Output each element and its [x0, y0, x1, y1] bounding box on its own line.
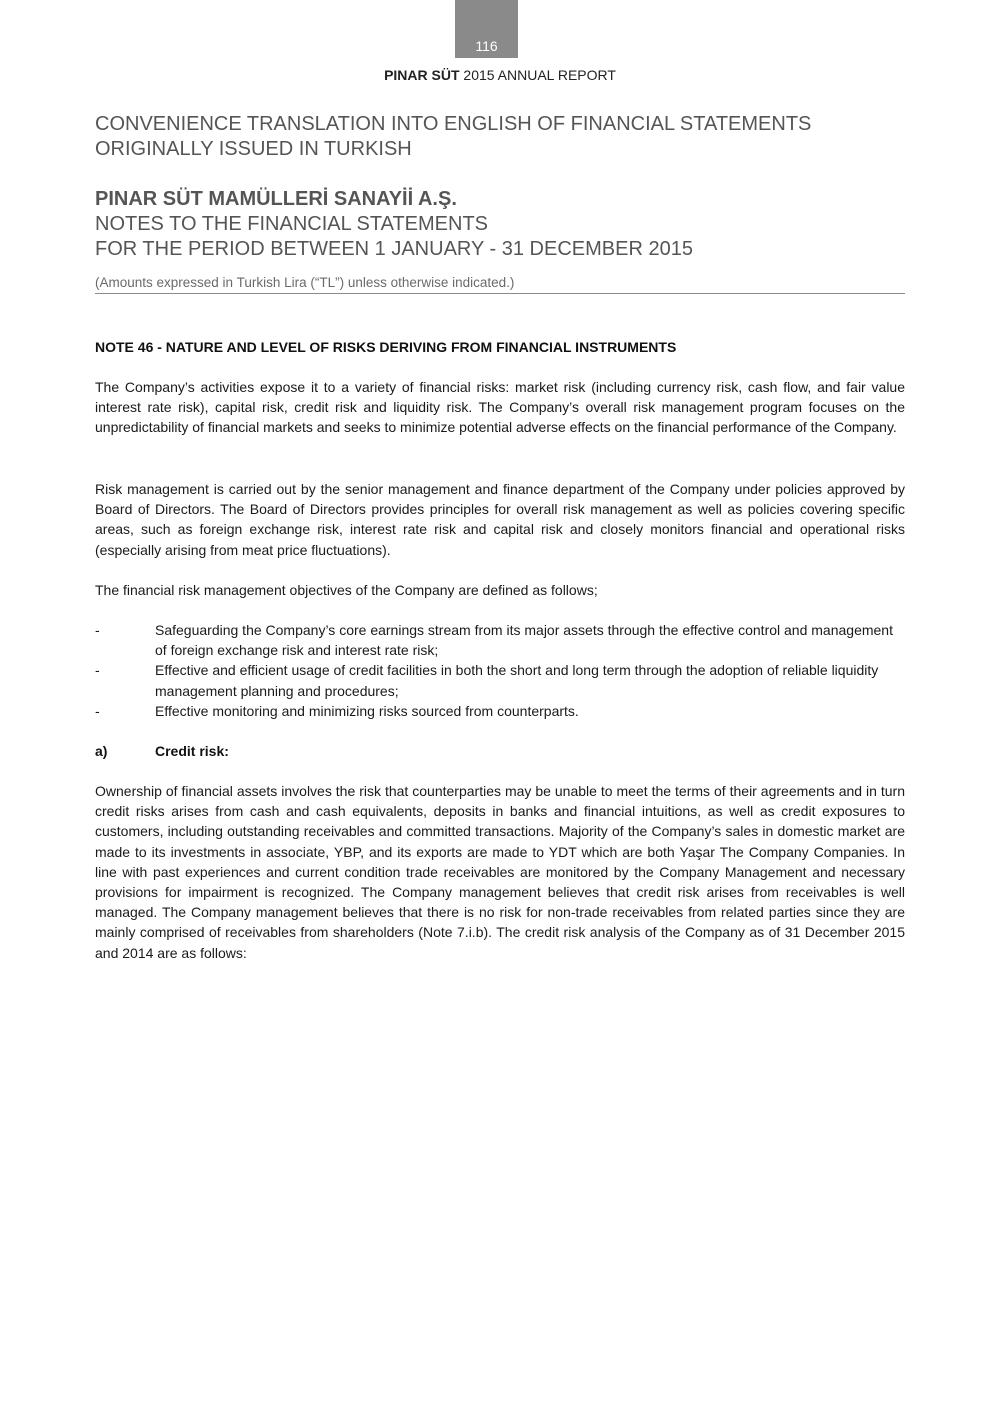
list-item	[95, 701, 905, 721]
company-name: PINAR SÜT MAMÜLLERİ SANAYİİ A.Ş.	[95, 188, 457, 210]
report-brand: PINAR SÜT	[384, 67, 460, 83]
amounts-note: (Amounts expressed in Turkish Lira (“TL”) unless otherwise indicated.)	[95, 274, 905, 294]
convenience-translation-title	[95, 112, 905, 162]
list-item	[95, 620, 905, 660]
report-title: 2015 ANNUAL REPORT	[459, 67, 616, 83]
objectives-list	[95, 620, 905, 721]
report-header	[0, 67, 1000, 83]
page-number: 116	[475, 38, 498, 54]
list-item-text: Safeguarding the Company’s core earnings stream from its major assets through the effective control and management of foreign exchange risk and interest rate risk;	[155, 622, 893, 659]
page-number-tab	[455, 0, 518, 58]
convenience-title-line-1: CONVENIENCE TRANSLATION INTO ENGLISH OF FINANCIAL STATEMENTS	[95, 113, 812, 135]
list-dash: -	[95, 702, 100, 719]
notes-title-line-2: FOR THE PERIOD BETWEEN 1 JANUARY - 31 DECEMBER 2015	[95, 238, 693, 260]
list-dash: -	[95, 662, 100, 679]
paragraph-risks-overview: The Company’s activities expose it to a variety of financial risks: market risk (including currency risk, cash flow, and fair value interest rate risk), capital risk, credit risk and liquidity risk. The Company’s overall risk management program focuses on the unpredictability of financial markets and seeks to minimize potential adverse effects on the financial performance of the Company.	[95, 379, 905, 436]
convenience-title-line-2: ORIGINALLY ISSUED IN TURKISH	[95, 138, 412, 160]
paragraph-objectives-intro: The financial risk management objectives of the Company are defined as follows;	[95, 582, 598, 598]
list-item-text: Effective monitoring and minimizing risks sourced from counterparts.	[155, 702, 579, 719]
credit-risk-letter: a)	[95, 743, 108, 759]
note-heading: NOTE 46 - NATURE AND LEVEL OF RISKS DERIVING FROM FINANCIAL INSTRUMENTS	[95, 339, 677, 355]
list-item-text: Effective and efficient usage of credit facilities in both the short and long term through the adoption of reliable liquidity management planning and procedures;	[155, 662, 879, 699]
paragraph-risk-management: Risk management is carried out by the senior management and finance department of the Company under policies approved by Board of Directors. The Board of Directors provides principles for overall risk management as well as policies covering specific areas, such as foreign exchange risk, interest rate risk and capital risk and closely monitors financial and operational risks (especially arising from meat price fluctuations).	[95, 481, 905, 558]
list-item	[95, 660, 905, 700]
notes-title-line-1: NOTES TO THE FINANCIAL STATEMENTS	[95, 213, 489, 235]
paragraph-credit-risk: Ownership of financial assets involves the risk that counterparties may be unable to meet the terms of their agreements and in turn credit risks arises from cash and cash equivalents, deposits in banks and financial intuitions, as well as credit exposures to customers, including outstanding receivables and committed transactions. Majority of the Company’s sales in domestic market are made to its investments in associate, YBP, and its exports are made to YDT which are both Yaşar The Company Companies. In line with past experiences and current condition trade receivables are monitored by the Company Management and necessary provisions for impairment is recognized. The Company management believes that credit risk arises from receivables is well managed. The Company management believes that there is no risk for non-trade receivables from related parties since they are mainly comprised of receivables from shareholders (Note 7.i.b). The credit risk analysis of the Company as of 31 December 2015 and 2014 are as follows:	[95, 783, 905, 961]
list-dash: -	[95, 622, 100, 638]
credit-risk-title: Credit risk:	[155, 743, 229, 759]
credit-risk-heading	[95, 743, 905, 759]
notes-title	[95, 212, 905, 262]
